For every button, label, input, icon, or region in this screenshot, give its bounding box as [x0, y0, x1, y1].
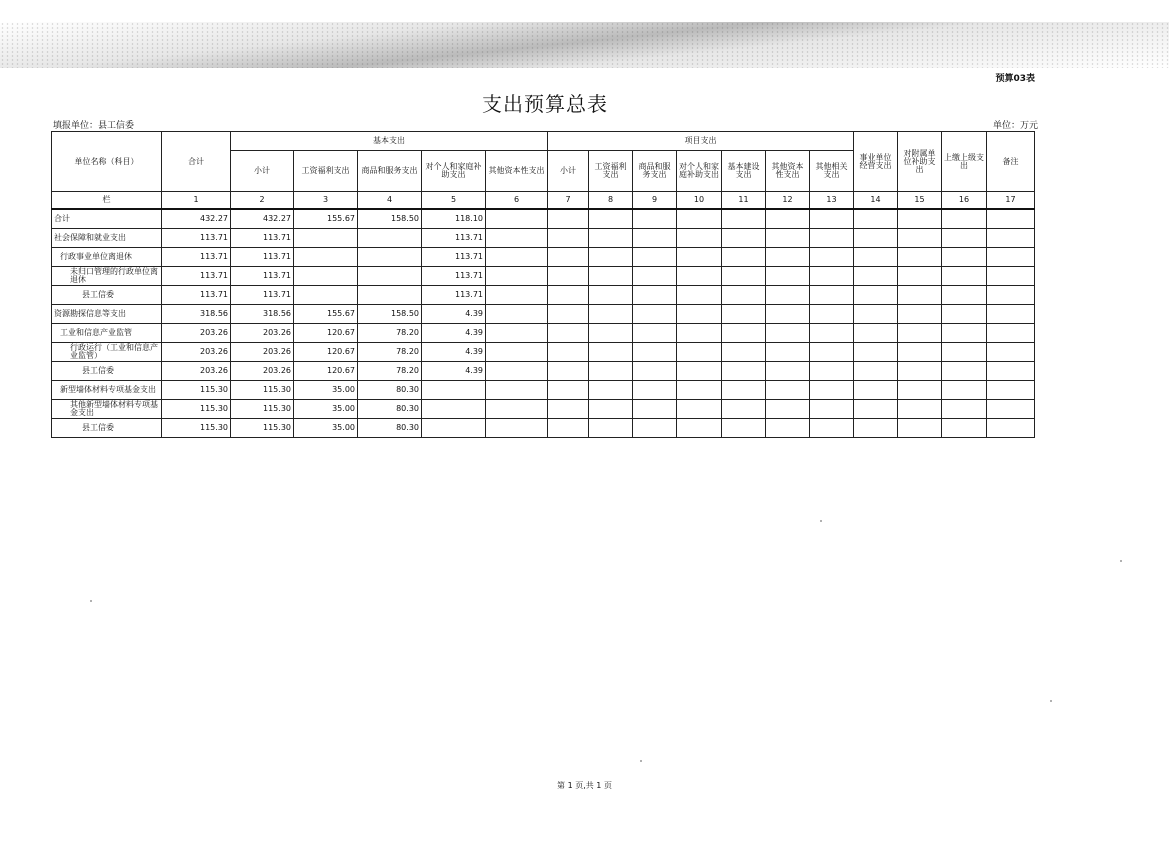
- column-number: 6: [486, 192, 548, 210]
- row-name: 县工信委: [52, 286, 162, 305]
- table-cell: [766, 248, 810, 267]
- row-name: 县工信委: [52, 419, 162, 438]
- table-cell: [422, 419, 486, 438]
- table-cell: [548, 400, 589, 419]
- table-cell: [633, 419, 677, 438]
- table-cell: 4.39: [422, 343, 486, 362]
- table-cell: [854, 343, 898, 362]
- table-cell: 203.26: [162, 362, 231, 381]
- table-cell: [294, 286, 358, 305]
- table-cell: [589, 419, 633, 438]
- table-cell: [677, 362, 722, 381]
- table-cell: [987, 305, 1035, 324]
- table-cell: 113.71: [231, 229, 294, 248]
- table-cell: [677, 286, 722, 305]
- table-cell: [722, 419, 766, 438]
- table-cell: 113.71: [422, 229, 486, 248]
- table-cell: 113.71: [162, 229, 231, 248]
- header-tail-col: 备注: [987, 132, 1035, 192]
- table-cell: [358, 286, 422, 305]
- table-cell: [987, 324, 1035, 343]
- table-cell: [486, 381, 548, 400]
- table-cell: [987, 229, 1035, 248]
- table-cell: [486, 419, 548, 438]
- table-cell: [677, 419, 722, 438]
- row-name: 行政事业单位离退休: [52, 248, 162, 267]
- column-number: 5: [422, 192, 486, 210]
- currency-unit-label: 单位：万元: [992, 121, 1038, 131]
- table-cell: 115.30: [162, 381, 231, 400]
- table-cell: [854, 248, 898, 267]
- table-cell: [548, 305, 589, 324]
- table-cell: [987, 286, 1035, 305]
- table-cell: [722, 248, 766, 267]
- table-cell: [898, 400, 942, 419]
- table-cell: [294, 267, 358, 286]
- table-cell: [898, 248, 942, 267]
- table-cell: [589, 324, 633, 343]
- table-cell: [766, 286, 810, 305]
- table-cell: 158.50: [358, 305, 422, 324]
- table-cell: 432.27: [162, 209, 231, 229]
- column-number: 1: [162, 192, 231, 210]
- table-cell: [722, 286, 766, 305]
- table-cell: [633, 324, 677, 343]
- row-name: 社会保障和就业支出: [52, 229, 162, 248]
- table-cell: [677, 209, 722, 229]
- table-cell: [898, 229, 942, 248]
- table-row: [52, 362, 1035, 381]
- table-cell: [722, 305, 766, 324]
- table-cell: [677, 305, 722, 324]
- table-cell: [548, 286, 589, 305]
- header-project-col: 基本建设支出: [722, 151, 766, 192]
- table-cell: [486, 209, 548, 229]
- table-cell: [633, 343, 677, 362]
- header-tail-col: 对附属单位补助支出: [898, 132, 942, 192]
- table-cell: [810, 381, 854, 400]
- table-cell: [810, 400, 854, 419]
- table-cell: [633, 381, 677, 400]
- table-cell: 203.26: [162, 343, 231, 362]
- filler-unit-label: 填报单位：县工信委: [53, 121, 135, 131]
- header-basic-group: 基本支出: [231, 132, 548, 151]
- expense-budget-table: [51, 131, 1035, 438]
- table-cell: 318.56: [162, 305, 231, 324]
- table-cell: 35.00: [294, 419, 358, 438]
- table-cell: [854, 305, 898, 324]
- table-cell: [548, 248, 589, 267]
- table-cell: 203.26: [162, 324, 231, 343]
- column-number: 4: [358, 192, 422, 210]
- table-cell: [898, 305, 942, 324]
- header-project-col: 其他相关支出: [810, 151, 854, 192]
- header-basic-col: 工资福利支出: [294, 151, 358, 192]
- table-cell: [486, 324, 548, 343]
- table-cell: 78.20: [358, 362, 422, 381]
- column-number: 9: [633, 192, 677, 210]
- table-row: [52, 400, 1035, 419]
- row-name: 资源勘探信息等支出: [52, 305, 162, 324]
- table-cell: [854, 400, 898, 419]
- table-cell: [766, 381, 810, 400]
- table-cell: [486, 362, 548, 381]
- table-cell: [898, 343, 942, 362]
- table-cell: 113.71: [162, 248, 231, 267]
- table-cell: [987, 362, 1035, 381]
- column-number: 14: [854, 192, 898, 210]
- table-cell: [486, 229, 548, 248]
- table-cell: [810, 362, 854, 381]
- table-cell: 80.30: [358, 381, 422, 400]
- table-cell: [548, 267, 589, 286]
- table-cell: [942, 400, 987, 419]
- scan-noise: [0, 22, 1169, 68]
- column-number: 8: [589, 192, 633, 210]
- table-cell: [854, 419, 898, 438]
- table-cell: 115.30: [162, 400, 231, 419]
- header-basic-col: 其他资本性支出: [486, 151, 548, 192]
- table-cell: 4.39: [422, 324, 486, 343]
- scan-speck: [1120, 560, 1122, 562]
- table-cell: [633, 400, 677, 419]
- table-cell: [722, 362, 766, 381]
- column-number: 7: [548, 192, 589, 210]
- table-cell: [810, 305, 854, 324]
- table-cell: [677, 324, 722, 343]
- table-cell: [898, 362, 942, 381]
- table-row: [52, 324, 1035, 343]
- table-row: [52, 381, 1035, 400]
- table-cell: [677, 248, 722, 267]
- column-number: 12: [766, 192, 810, 210]
- row-name: 其他新型墙体材料专项基金支出: [52, 400, 162, 419]
- table-cell: [898, 381, 942, 400]
- header-basic-col: 小计: [231, 151, 294, 192]
- table-cell: 432.27: [231, 209, 294, 229]
- column-number: 15: [898, 192, 942, 210]
- table-cell: 115.30: [162, 419, 231, 438]
- table-cell: [854, 381, 898, 400]
- page-number: 第 1 页,共 1 页: [557, 781, 612, 790]
- header-project-group: 项目支出: [548, 132, 854, 151]
- header-basic-col: 对个人和家庭补助支出: [422, 151, 486, 192]
- table-cell: [766, 324, 810, 343]
- table-cell: [942, 419, 987, 438]
- table-cell: 203.26: [231, 324, 294, 343]
- table-cell: [942, 248, 987, 267]
- scan-speck: [1050, 700, 1052, 702]
- scan-speck: [820, 520, 822, 522]
- table-cell: [548, 419, 589, 438]
- table-cell: [486, 248, 548, 267]
- row-name: 县工信委: [52, 362, 162, 381]
- table-cell: 113.71: [162, 286, 231, 305]
- table-cell: [589, 286, 633, 305]
- header-project-col: 其他资本性支出: [766, 151, 810, 192]
- table-cell: 115.30: [231, 400, 294, 419]
- table-cell: [722, 381, 766, 400]
- table-row: [52, 305, 1035, 324]
- header-tail-col: 事业单位经营支出: [854, 132, 898, 192]
- table-cell: 4.39: [422, 305, 486, 324]
- table-cell: 203.26: [231, 362, 294, 381]
- table-cell: [942, 267, 987, 286]
- table-cell: [677, 343, 722, 362]
- table-cell: [722, 324, 766, 343]
- column-number: 13: [810, 192, 854, 210]
- header-project-col: 对个人和家庭补助支出: [677, 151, 722, 192]
- header-project-col: 小计: [548, 151, 589, 192]
- table-cell: [854, 229, 898, 248]
- table-row: [52, 209, 1035, 229]
- table-cell: [854, 362, 898, 381]
- table-cell: [810, 419, 854, 438]
- header-project-col: 工资福利支出: [589, 151, 633, 192]
- table-cell: [633, 229, 677, 248]
- table-cell: [766, 343, 810, 362]
- table-cell: 115.30: [231, 381, 294, 400]
- table-row: [52, 229, 1035, 248]
- table-cell: [898, 209, 942, 229]
- table-cell: [942, 286, 987, 305]
- table-cell: [486, 400, 548, 419]
- row-name: 工业和信息产业监管: [52, 324, 162, 343]
- table-cell: [942, 362, 987, 381]
- table-cell: 113.71: [422, 248, 486, 267]
- header-tail-col: 上缴上级支出: [942, 132, 987, 192]
- table-cell: [422, 381, 486, 400]
- table-cell: [987, 400, 1035, 419]
- table-row: [52, 419, 1035, 438]
- row-name: 新型墙体材料专项基金支出: [52, 381, 162, 400]
- table-row: [52, 248, 1035, 267]
- table-cell: [677, 381, 722, 400]
- table-row: [52, 343, 1035, 362]
- table-cell: [810, 343, 854, 362]
- row-name: 未归口管理的行政单位离退休: [52, 267, 162, 286]
- table-cell: 80.30: [358, 400, 422, 419]
- table-cell: [854, 209, 898, 229]
- table-cell: [589, 343, 633, 362]
- table-cell: [987, 209, 1035, 229]
- table-cell: [548, 343, 589, 362]
- table-cell: [766, 267, 810, 286]
- table-cell: [987, 267, 1035, 286]
- row-name: 行政运行（工业和信息产业监管）: [52, 343, 162, 362]
- table-cell: [766, 362, 810, 381]
- table-cell: [722, 400, 766, 419]
- table-cell: [810, 209, 854, 229]
- table-cell: [358, 267, 422, 286]
- table-cell: [677, 267, 722, 286]
- table-cell: [486, 343, 548, 362]
- column-number: 16: [942, 192, 987, 210]
- table-cell: [548, 381, 589, 400]
- table-cell: [294, 248, 358, 267]
- table-cell: 78.20: [358, 324, 422, 343]
- table-cell: [548, 324, 589, 343]
- table-cell: 113.71: [231, 248, 294, 267]
- table-cell: [942, 305, 987, 324]
- table-cell: [633, 248, 677, 267]
- table-cell: [810, 229, 854, 248]
- table-cell: [898, 286, 942, 305]
- table-cell: [722, 343, 766, 362]
- table-cell: 113.71: [162, 267, 231, 286]
- table-cell: 158.50: [358, 209, 422, 229]
- table-cell: 155.67: [294, 305, 358, 324]
- table-cell: [987, 381, 1035, 400]
- table-row: [52, 286, 1035, 305]
- table-cell: [358, 229, 422, 248]
- table-cell: [854, 324, 898, 343]
- table-cell: 115.30: [231, 419, 294, 438]
- table-cell: [633, 305, 677, 324]
- table-cell: [854, 267, 898, 286]
- table-cell: [294, 229, 358, 248]
- table-cell: 113.71: [231, 267, 294, 286]
- table-cell: [987, 343, 1035, 362]
- column-number: 17: [987, 192, 1035, 210]
- table-cell: 155.67: [294, 209, 358, 229]
- table-cell: [677, 229, 722, 248]
- table-cell: 118.10: [422, 209, 486, 229]
- table-cell: [722, 229, 766, 248]
- table-cell: [633, 362, 677, 381]
- header-total: 合计: [162, 132, 231, 192]
- table-cell: [942, 381, 987, 400]
- table-cell: [766, 419, 810, 438]
- table-cell: [722, 209, 766, 229]
- table-cell: [942, 343, 987, 362]
- table-cell: [548, 362, 589, 381]
- table-cell: [548, 209, 589, 229]
- table-cell: [810, 286, 854, 305]
- table-cell: [548, 229, 589, 248]
- scan-speck: [640, 760, 642, 762]
- header-basic-col: 商品和服务支出: [358, 151, 422, 192]
- table-cell: [810, 267, 854, 286]
- header-project-col: 商品和服务支出: [633, 151, 677, 192]
- table-cell: 120.67: [294, 343, 358, 362]
- table-cell: [722, 267, 766, 286]
- table-cell: [589, 229, 633, 248]
- table-cell: [987, 248, 1035, 267]
- table-cell: [358, 248, 422, 267]
- table-cell: [942, 324, 987, 343]
- table-cell: [766, 305, 810, 324]
- table-cell: [942, 209, 987, 229]
- table-row: [52, 267, 1035, 286]
- table-cell: [898, 324, 942, 343]
- table-cell: [589, 248, 633, 267]
- column-number: 10: [677, 192, 722, 210]
- table-cell: 120.67: [294, 362, 358, 381]
- column-number: 2: [231, 192, 294, 210]
- table-cell: 113.71: [231, 286, 294, 305]
- table-cell: [589, 381, 633, 400]
- header-name-col: 单位名称（科目）: [52, 132, 162, 192]
- table-cell: [589, 400, 633, 419]
- table-cell: [589, 267, 633, 286]
- table-cell: 35.00: [294, 381, 358, 400]
- header-index-label: 栏: [52, 192, 162, 210]
- table-cell: [633, 209, 677, 229]
- table-cell: 113.71: [422, 286, 486, 305]
- table-cell: [677, 400, 722, 419]
- table-cell: [810, 248, 854, 267]
- table-cell: [486, 286, 548, 305]
- table-cell: [987, 419, 1035, 438]
- table-cell: [766, 229, 810, 248]
- table-cell: 318.56: [231, 305, 294, 324]
- table-cell: 80.30: [358, 419, 422, 438]
- table-cell: [766, 209, 810, 229]
- table-cell: 78.20: [358, 343, 422, 362]
- table-cell: [633, 286, 677, 305]
- table-cell: [810, 324, 854, 343]
- table-cell: 4.39: [422, 362, 486, 381]
- table-cell: 113.71: [422, 267, 486, 286]
- table-cell: [854, 286, 898, 305]
- table-cell: 35.00: [294, 400, 358, 419]
- table-cell: [486, 267, 548, 286]
- table-cell: [589, 209, 633, 229]
- table-cell: [766, 400, 810, 419]
- scan-speck: [90, 600, 92, 602]
- table-cell: [898, 267, 942, 286]
- table-cell: 203.26: [231, 343, 294, 362]
- table-cell: [633, 267, 677, 286]
- table-cell: [589, 305, 633, 324]
- column-number: 11: [722, 192, 766, 210]
- page-title: 支出预算总表: [482, 92, 608, 116]
- table-cell: [422, 400, 486, 419]
- table-cell: 120.67: [294, 324, 358, 343]
- form-code: 预算03表: [995, 74, 1035, 84]
- table-cell: [942, 229, 987, 248]
- table-cell: [589, 362, 633, 381]
- row-name: 合计: [52, 209, 162, 229]
- table-cell: [486, 305, 548, 324]
- column-number: 3: [294, 192, 358, 210]
- table-cell: [898, 419, 942, 438]
